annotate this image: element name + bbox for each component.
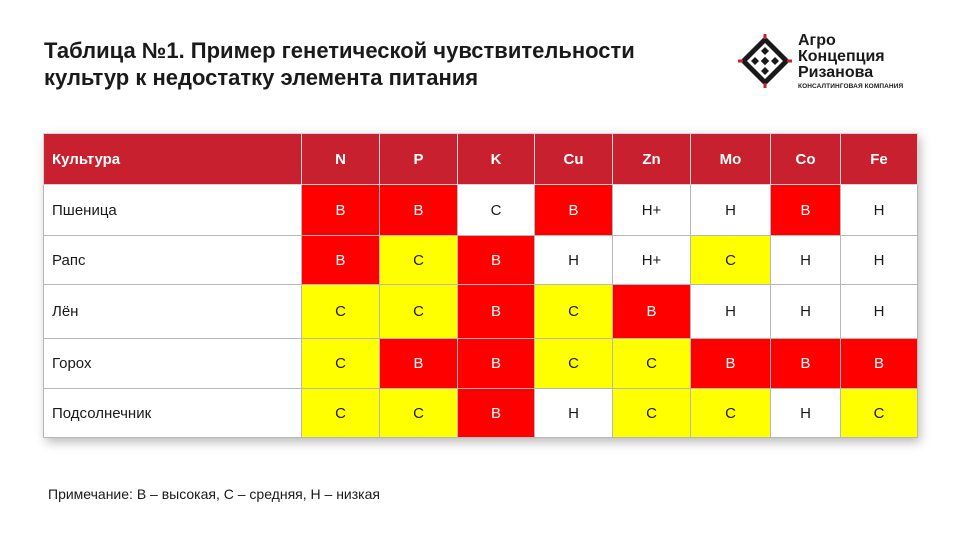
cell-zn: В [613, 285, 691, 339]
company-logo [738, 34, 928, 96]
cell-fe: Н [841, 285, 918, 339]
cell-p: В [380, 185, 458, 236]
header-cu: Cu [535, 134, 613, 185]
cell-k: В [458, 236, 535, 285]
page-title [44, 37, 724, 91]
cell-mo: В [691, 339, 771, 389]
cell-mo: С [691, 389, 771, 438]
ornament-logo-icon [738, 34, 792, 88]
logo-line-2: Концепция [798, 48, 885, 65]
header-mo: Mo [691, 134, 771, 185]
logo-line-1: Агро [798, 32, 836, 49]
header-zn: Zn [613, 134, 691, 185]
logo-line-3: Ризанова [798, 64, 874, 81]
cell-n: С [302, 389, 380, 438]
cell-zn: С [613, 339, 691, 389]
table-row [44, 389, 918, 438]
cell-p: С [380, 285, 458, 339]
header-crop: Культура [44, 134, 302, 185]
header-fe: Fe [841, 134, 918, 185]
legend-note: Примечание: В – высокая, С – средняя, Н – низкая [48, 486, 380, 502]
cell-p: С [380, 236, 458, 285]
cell-p: С [380, 389, 458, 438]
cell-co: В [771, 339, 841, 389]
cell-n: С [302, 285, 380, 339]
table-row [44, 285, 918, 339]
cell-cu: С [535, 339, 613, 389]
header-p: P [380, 134, 458, 185]
header-n: N [302, 134, 380, 185]
cell-mo: С [691, 236, 771, 285]
cell-cu: Н [535, 389, 613, 438]
table-row [44, 339, 918, 389]
table-header-row [44, 134, 918, 185]
logo-text [798, 33, 928, 90]
table-row [44, 236, 918, 285]
cell-zn: Н+ [613, 185, 691, 236]
cell-n: В [302, 236, 380, 285]
cell-co: Н [771, 236, 841, 285]
cell-zn: Н+ [613, 236, 691, 285]
cell-mo: Н [691, 285, 771, 339]
cell-k: В [458, 389, 535, 438]
header-co: Co [771, 134, 841, 185]
logo-subtitle: КОНСАЛТИНГОВАЯ КОМПАНИЯ [798, 83, 904, 90]
crop-name: Лён [44, 285, 302, 339]
cell-n: С [302, 339, 380, 389]
cell-fe: Н [841, 185, 918, 236]
cell-k: В [458, 285, 535, 339]
header-k: K [458, 134, 535, 185]
crop-name: Подсолнечник [44, 389, 302, 438]
cell-co: В [771, 185, 841, 236]
cell-fe: С [841, 389, 918, 438]
cell-zn: С [613, 389, 691, 438]
cell-mo: Н [691, 185, 771, 236]
cell-fe: В [841, 339, 918, 389]
crop-name: Горох [44, 339, 302, 389]
table-row [44, 185, 918, 236]
cell-co: Н [771, 285, 841, 339]
cell-fe: Н [841, 236, 918, 285]
cell-k: В [458, 339, 535, 389]
cell-k: С [458, 185, 535, 236]
title-line-1: Таблица №1. Пример генетической чувствительности [44, 38, 635, 63]
cell-co: Н [771, 389, 841, 438]
title-line-2: культур к недостатку элемента питания [44, 65, 479, 90]
cell-p: В [380, 339, 458, 389]
cell-cu: В [535, 185, 613, 236]
crop-name: Пшеница [44, 185, 302, 236]
sensitivity-table-container [43, 133, 917, 438]
cell-cu: С [535, 285, 613, 339]
cell-n: В [302, 185, 380, 236]
cell-cu: Н [535, 236, 613, 285]
crop-name: Рапс [44, 236, 302, 285]
sensitivity-table [43, 133, 918, 438]
